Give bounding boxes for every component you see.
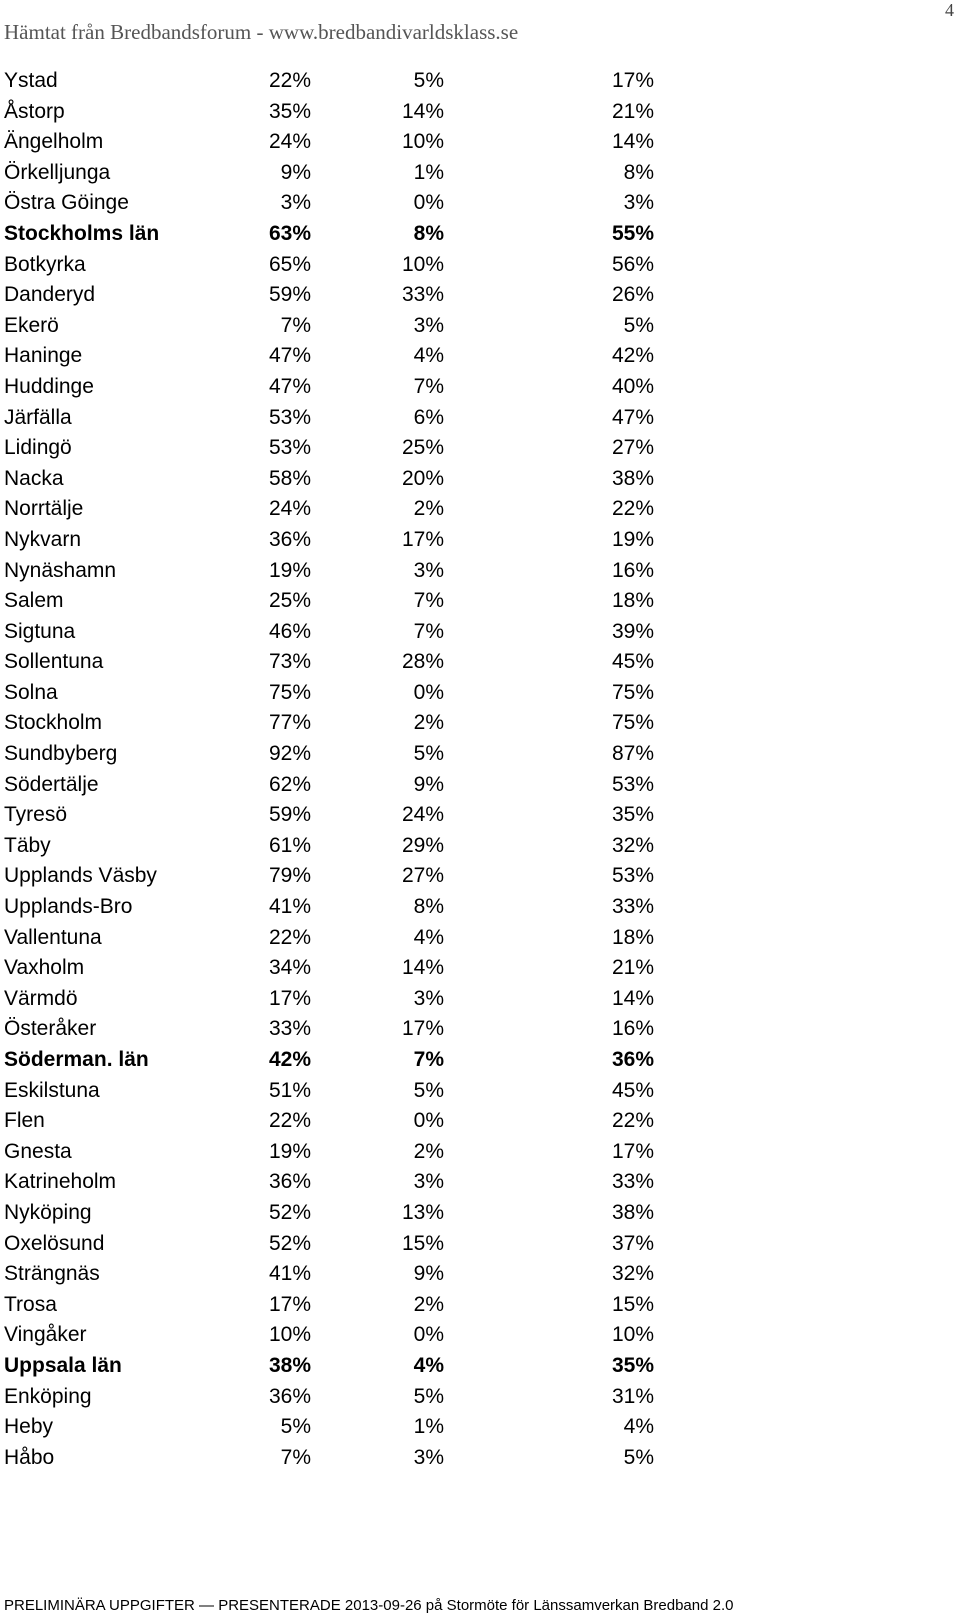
row-value-1: 35%: [268, 99, 311, 123]
row-value-2: 17%: [401, 527, 444, 551]
row-value-3: 4%: [623, 1415, 654, 1439]
row-name: Nynäshamn: [4, 558, 117, 582]
row-name: Heby: [4, 1415, 54, 1439]
row-name: Danderyd: [4, 283, 96, 307]
row-value-3: 5%: [623, 313, 654, 337]
row-value-2: 25%: [401, 436, 444, 460]
row-value-2: 24%: [401, 803, 444, 827]
row-name: Söderman. län: [4, 1048, 149, 1071]
row-value-2: 33%: [401, 283, 444, 307]
row-value-3: 18%: [611, 925, 654, 949]
row-name: Östra Göinge: [4, 191, 129, 215]
row-value-3: 87%: [611, 742, 654, 766]
row-name: Ystad: [4, 69, 58, 92]
row-value-1: 53%: [268, 436, 311, 460]
row-name: Haninge: [4, 344, 83, 368]
row-name: Tyresö: [4, 803, 68, 827]
row-value-1: 63%: [268, 221, 311, 245]
row-value-3: 55%: [611, 221, 654, 245]
row-value-1: 38%: [268, 1353, 311, 1377]
row-value-2: 9%: [413, 1262, 444, 1286]
row-value-1: 47%: [268, 374, 311, 398]
row-value-3: 47%: [611, 405, 654, 429]
row-value-2: 7%: [413, 589, 444, 613]
row-value-3: 33%: [611, 895, 654, 919]
row-value-1: 3%: [280, 191, 311, 215]
row-name: Enköping: [4, 1384, 92, 1408]
row-value-2: 5%: [413, 1384, 444, 1408]
row-value-3: 17%: [611, 1139, 654, 1163]
row-value-2: 8%: [413, 895, 444, 919]
row-name: Upplands Väsby: [4, 864, 157, 888]
row-name: Trosa: [4, 1292, 57, 1316]
row-value-3: 36%: [611, 1048, 654, 1071]
row-name: Sigtuna: [4, 619, 76, 643]
row-value-1: 59%: [268, 803, 311, 827]
row-name: Ekerö: [4, 313, 59, 337]
row-value-1: 19%: [268, 1139, 311, 1163]
row-value-1: 24%: [268, 497, 311, 521]
row-value-2: 14%: [401, 99, 444, 123]
row-name: Lidingö: [4, 436, 72, 460]
row-value-1: 7%: [280, 313, 311, 337]
row-value-3: 56%: [611, 252, 654, 276]
row-value-2: 0%: [413, 191, 444, 215]
row-value-1: 25%: [268, 589, 311, 613]
row-value-2: 7%: [413, 374, 444, 398]
row-value-1: 22%: [268, 925, 311, 949]
row-name: Strängnäs: [4, 1262, 100, 1286]
row-value-2: 3%: [413, 1170, 444, 1194]
row-value-1: 46%: [268, 619, 311, 643]
row-value-3: 22%: [611, 1109, 654, 1133]
row-value-2: 8%: [413, 221, 444, 245]
row-value-3: 19%: [611, 527, 654, 551]
row-value-2: 4%: [413, 1353, 444, 1377]
row-name: Eskilstuna: [4, 1078, 100, 1102]
row-value-2: 28%: [401, 650, 444, 674]
row-value-1: 73%: [268, 650, 311, 674]
row-value-3: 39%: [611, 619, 654, 643]
row-value-3: 8%: [623, 160, 654, 184]
row-value-1: 22%: [268, 1109, 311, 1133]
row-name: Upplands-Bro: [4, 895, 133, 919]
row-value-3: 22%: [611, 497, 654, 521]
row-name: Solna: [4, 680, 58, 704]
row-value-2: 7%: [413, 1048, 444, 1071]
row-value-3: 35%: [611, 803, 654, 827]
row-value-1: 51%: [268, 1078, 311, 1102]
row-name: Huddinge: [4, 374, 94, 398]
row-value-2: 4%: [413, 925, 444, 949]
row-value-3: 53%: [611, 772, 654, 796]
row-name: Nykvarn: [4, 527, 82, 551]
page-header: Hämtat från Bredbandsforum - www.bredbandivarldsklass.se: [4, 20, 519, 44]
row-value-1: 61%: [268, 833, 311, 857]
row-value-2: 2%: [413, 1139, 444, 1163]
row-value-3: 21%: [611, 99, 654, 123]
row-value-2: 4%: [413, 344, 444, 368]
row-value-2: 9%: [413, 772, 444, 796]
row-value-2: 3%: [413, 313, 444, 337]
row-value-2: 1%: [413, 160, 444, 184]
row-value-1: 33%: [268, 1017, 311, 1041]
row-value-3: 14%: [611, 986, 654, 1010]
row-value-2: 7%: [413, 619, 444, 643]
row-value-1: 36%: [268, 1170, 311, 1194]
row-value-1: 9%: [280, 160, 311, 184]
row-value-1: 47%: [268, 344, 311, 368]
row-value-3: 53%: [611, 864, 654, 888]
row-value-2: 17%: [401, 1017, 444, 1041]
row-name: Åstorp: [4, 99, 65, 123]
row-value-1: 10%: [268, 1323, 311, 1347]
row-value-3: 15%: [611, 1292, 654, 1316]
row-name: Botkyrka: [4, 252, 86, 276]
row-value-2: 0%: [413, 1109, 444, 1133]
row-name: Nacka: [4, 466, 64, 490]
row-value-2: 6%: [413, 405, 444, 429]
row-value-3: 40%: [611, 374, 654, 398]
row-value-3: 35%: [611, 1353, 654, 1377]
row-name: Norrtälje: [4, 497, 84, 521]
row-value-2: 0%: [413, 680, 444, 704]
row-value-3: 3%: [623, 191, 654, 215]
row-value-2: 5%: [413, 742, 444, 766]
row-value-3: 45%: [611, 1078, 654, 1102]
row-value-1: 77%: [268, 711, 311, 735]
row-name: Gnesta: [4, 1139, 72, 1163]
row-name: Örkelljunga: [4, 160, 111, 184]
row-value-3: 10%: [611, 1323, 654, 1347]
row-value-1: 92%: [268, 742, 311, 766]
row-name: Salem: [4, 589, 64, 613]
row-value-2: 14%: [401, 956, 444, 980]
row-value-3: 45%: [611, 650, 654, 674]
row-value-3: 26%: [611, 283, 654, 307]
row-value-2: 29%: [401, 833, 444, 857]
row-value-3: 32%: [611, 833, 654, 857]
row-value-1: 17%: [268, 1292, 311, 1316]
row-value-2: 27%: [401, 864, 444, 888]
row-value-3: 75%: [611, 680, 654, 704]
row-value-2: 10%: [401, 130, 444, 154]
row-value-2: 3%: [413, 558, 444, 582]
row-value-3: 14%: [611, 130, 654, 154]
row-value-1: 58%: [268, 466, 311, 490]
row-value-2: 3%: [413, 986, 444, 1010]
row-value-2: 2%: [413, 1292, 444, 1316]
row-name: Stockholm: [4, 711, 103, 735]
row-value-1: 53%: [268, 405, 311, 429]
row-value-1: 36%: [268, 1384, 311, 1408]
row-name: Österåker: [4, 1017, 97, 1041]
row-value-3: 16%: [611, 1017, 654, 1041]
row-name: Uppsala län: [4, 1353, 122, 1377]
row-name: Ängelholm: [4, 130, 104, 154]
row-value-1: 41%: [268, 1262, 311, 1286]
page-number: 4: [945, 0, 954, 20]
row-value-1: 17%: [268, 986, 311, 1010]
row-name: Nyköping: [4, 1200, 92, 1224]
row-value-1: 62%: [268, 772, 311, 796]
row-value-2: 20%: [401, 466, 444, 490]
row-value-3: 38%: [611, 466, 654, 490]
row-value-2: 13%: [401, 1200, 444, 1224]
row-value-3: 31%: [611, 1384, 654, 1408]
row-value-3: 42%: [611, 344, 654, 368]
row-value-3: 38%: [611, 1200, 654, 1224]
row-name: Vaxholm: [4, 956, 85, 980]
row-value-2: 15%: [401, 1231, 444, 1255]
row-name: Sundbyberg: [4, 742, 118, 766]
row-value-3: 33%: [611, 1170, 654, 1194]
row-name: Täby: [4, 833, 51, 857]
row-value-2: 2%: [413, 711, 444, 735]
row-value-3: 18%: [611, 589, 654, 613]
row-name: Värmdö: [4, 986, 78, 1010]
row-value-1: 24%: [268, 130, 311, 154]
row-name: Stockholms län: [4, 221, 160, 245]
row-name: Vallentuna: [4, 925, 102, 949]
page-footer: PRELIMINÄRA UPPGIFTER — PRESENTERADE 2013-09-26 på Stormöte för Länssamverkan Bredband 2.0: [4, 1597, 734, 1614]
row-value-1: 65%: [268, 252, 311, 276]
row-value-2: 0%: [413, 1323, 444, 1347]
row-name: Vingåker: [4, 1323, 87, 1347]
row-value-3: 16%: [611, 558, 654, 582]
row-value-2: 10%: [401, 252, 444, 276]
row-value-1: 79%: [268, 864, 311, 888]
row-value-1: 22%: [268, 69, 311, 92]
row-value-2: 2%: [413, 497, 444, 521]
row-name: Oxelösund: [4, 1231, 105, 1255]
row-value-3: 5%: [623, 1445, 654, 1469]
row-value-2: 1%: [413, 1415, 444, 1439]
row-value-3: 27%: [611, 436, 654, 460]
row-value-3: 37%: [611, 1231, 654, 1255]
row-value-2: 3%: [413, 1445, 444, 1469]
row-name: Järfälla: [4, 405, 72, 429]
row-value-3: 21%: [611, 956, 654, 980]
row-value-3: 75%: [611, 711, 654, 735]
row-name: Håbo: [4, 1445, 55, 1469]
row-value-3: 32%: [611, 1262, 654, 1286]
row-value-1: 36%: [268, 527, 311, 551]
row-value-1: 41%: [268, 895, 311, 919]
row-value-1: 34%: [268, 956, 311, 980]
row-value-1: 5%: [280, 1415, 311, 1439]
row-value-3: 17%: [611, 69, 654, 92]
row-name: Sollentuna: [4, 650, 104, 674]
row-value-1: 7%: [280, 1445, 311, 1469]
row-name: Södertälje: [4, 772, 99, 796]
row-value-2: 5%: [413, 69, 444, 92]
row-name: Flen: [4, 1109, 45, 1133]
row-value-1: 42%: [268, 1048, 311, 1071]
row-value-1: 19%: [268, 558, 311, 582]
row-value-1: 59%: [268, 283, 311, 307]
row-value-2: 5%: [413, 1078, 444, 1102]
row-value-1: 75%: [268, 680, 311, 704]
row-value-1: 52%: [268, 1231, 311, 1255]
row-value-1: 52%: [268, 1200, 311, 1224]
row-name: Katrineholm: [4, 1170, 117, 1194]
